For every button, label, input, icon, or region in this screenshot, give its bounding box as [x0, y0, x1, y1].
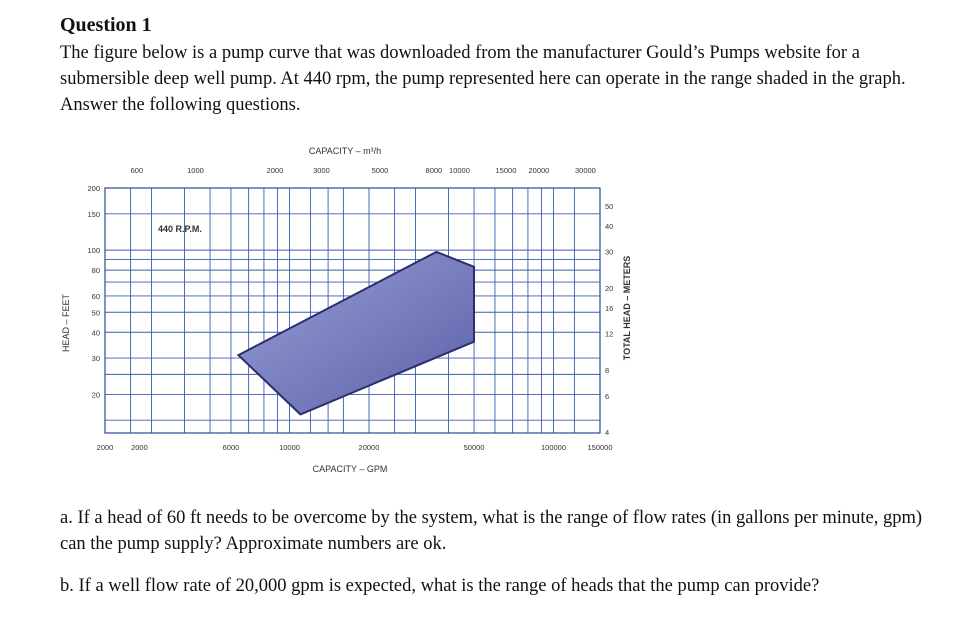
left-tick-label: 20 — [91, 390, 100, 400]
question-part-a: a. If a head of 60 ft needs to be overcome by the system, what is the range of flow rates (in gallons per minute, gpm) can the pump supply? Approximate numbers are ok. — [60, 508, 923, 554]
left-tick-label: 100 — [87, 246, 100, 256]
operating-region — [238, 252, 474, 415]
bottom-tick-label: 20000 — [358, 443, 380, 452]
right-tick-label: 6 — [605, 391, 610, 401]
left-tick-label: 60 — [91, 291, 100, 301]
left-tick-label: 40 — [91, 328, 100, 338]
top-tick-label: 1000 — [187, 166, 204, 175]
right-tick-label: 40 — [605, 221, 614, 231]
question-title: Question 1 — [60, 14, 152, 36]
top-tick-label: 600 — [130, 166, 144, 175]
right-tick-label: 4 — [605, 428, 610, 438]
right-tick-label: 30 — [605, 247, 614, 257]
bottom-tick-label: 2000 — [131, 443, 148, 452]
bottom-tick-label: 10000 — [279, 443, 300, 452]
top-tick-label: 5000 — [371, 166, 389, 175]
top-tick-label: 20000 — [528, 166, 550, 175]
bottom-tick-label: 50000 — [463, 443, 485, 452]
right-tick-label: 8 — [605, 366, 610, 376]
pump-curve-chart — [55, 138, 632, 478]
right-tick-label: 12 — [605, 329, 614, 339]
left-tick-label: 150 — [87, 209, 100, 219]
question-intro: The figure below is a pump curve that was downloaded from the manufacturer Gould’s Pumps website for a submersible deep well pump. At 440 rpm, the pump represented here can operate in the range shaded in the graph. Answer the following questions. — [60, 43, 906, 115]
top-axis-title: CAPACITY – m³/h — [308, 146, 382, 156]
top-tick-label: 30000 — [574, 166, 596, 175]
left-tick-label: 50 — [91, 308, 100, 318]
left-tick-label: 200 — [87, 184, 100, 193]
top-tick-label: 2000 — [266, 166, 284, 175]
top-tick-label: 15000 — [495, 166, 517, 175]
left-axis-title: HEAD – FEET — [61, 293, 71, 353]
top-tick-label: 10000 — [449, 166, 470, 175]
left-tick-label: 80 — [91, 266, 100, 276]
bottom-tick-label: 2000 — [96, 443, 114, 452]
bottom-tick-label: 150000 — [587, 443, 613, 452]
right-tick-label: 16 — [605, 303, 614, 313]
right-axis-title: TOTAL HEAD – METERS — [622, 255, 632, 361]
x-axis-title: CAPACITY – GPM — [312, 464, 388, 474]
right-tick-label: 20 — [605, 283, 614, 293]
speed-label: 440 R.P.M. — [158, 224, 202, 234]
top-tick-label: 8000 — [425, 166, 443, 175]
question-part-b: b. If a well flow rate of 20,000 gpm is expected, what is the range of heads that the pump can provide? — [60, 576, 820, 596]
bottom-tick-label: 6000 — [222, 443, 240, 452]
left-tick-label: 30 — [91, 354, 100, 364]
top-tick-label: 3000 — [313, 166, 330, 175]
right-tick-label: 50 — [605, 201, 614, 211]
bottom-tick-label: 100000 — [540, 443, 567, 452]
